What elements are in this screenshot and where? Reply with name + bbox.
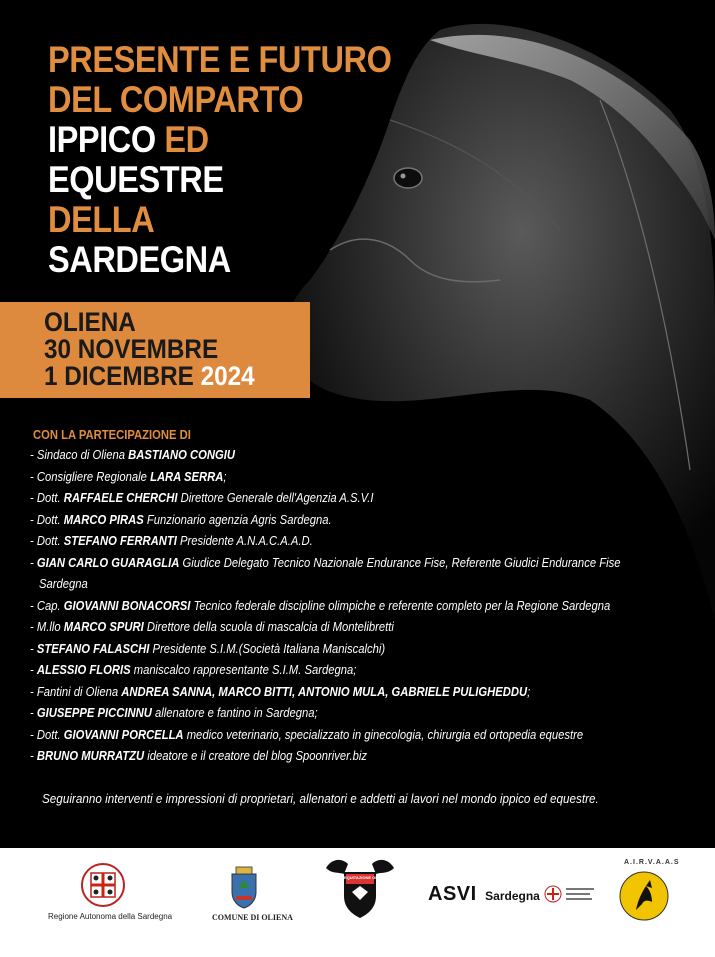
participant-item [30,682,660,704]
participant-name: MARCO SPURI [63,620,144,634]
participant-role-continued: Sardegna [39,577,88,591]
participant-prefix: - Fantini di Oliena [30,684,122,699]
event-date-line [44,363,255,390]
participant-name: BRUNO MURRATZU [36,749,145,763]
participant-name: GIOVANNI PORCELLA [63,727,184,742]
participant-role: Tecnico federale discipline olimpiche e referente completo per la Regione Sardegna [190,598,611,613]
participant-role: Funzionario agenzia Agris Sardegna. [143,512,332,527]
title-line: DELLA [48,199,155,240]
participant-role: ; [527,684,531,699]
participant-role: Direttore Generale dell'Agenzia A.S.V.I [177,491,374,505]
asvi-wordmark: ASVI [428,883,477,905]
participant-item [30,639,660,661]
participants-heading: CON LA PARTECIPAZIONE DI [33,428,191,442]
participant-prefix: - [30,663,37,677]
title-line [48,120,391,160]
participant-name: BASTIANO CONGIU [128,448,236,462]
participant-name: GIUSEPPE PICCINNU [36,706,152,720]
title-line: SARDEGNA [48,239,231,280]
participant-role: Giudice Delegato Tecnico Nazionale Endurance Fise, Referente Giudici Endurance Fise [179,555,621,570]
event-date-line: 30 NOVEMBRE [44,334,219,364]
asvi-crest-icon [544,885,562,903]
participant-item [30,445,660,467]
participant-item [30,660,660,682]
title-line: EQUESTRE [48,159,224,200]
participant-prefix: - Cap. [30,598,64,613]
participant-item [30,746,660,768]
event-year: 2024 [200,361,255,391]
asvi-fine-print [566,886,596,902]
comune-oliena-crest [228,866,260,910]
comune-caption: COMUNE DI OLIENA [212,913,293,922]
participant-name: GIOVANNI BONACORSI [63,598,191,613]
participant-item [30,703,660,725]
participant-item [30,467,660,489]
badge-caption: EQUITAZIONE OLIANESE [344,875,393,880]
participant-role: ; [223,469,227,484]
title-fragment: IPPICO [48,119,165,160]
event-date [44,309,255,390]
participant-name: RAFFAELE CHERCHI [63,491,178,505]
participant-item [30,725,660,747]
participant-role: ideatore e il creatore del blog Spoonriver.biz [144,749,368,763]
participants-list [30,445,660,768]
participant-prefix: - Dott. [30,727,64,742]
participant-prefix: - [30,749,37,763]
participant-name: ALESSIO FLORIS [36,663,131,677]
participant-item [30,617,660,639]
participant-prefix: - Dott. [30,512,64,527]
title-line: DEL COMPARTO [48,79,304,120]
participant-prefix: - [30,555,37,570]
participant-role: maniscalco rappresentante S.I.M. Sardegna; [130,663,357,677]
participant-item [30,510,660,532]
closing-note: Seguiranno interventi e impressioni di proprietari, allenatori e addetti ai lavori nel mondo ippico ed equestre. [42,791,599,806]
poster-title [48,40,391,280]
title-line: PRESENTE E FUTURO [48,39,392,80]
sponsor-logos [0,848,715,938]
participant-name: STEFANO FALASCHI [36,641,150,656]
participant-prefix: - Dott. [30,534,64,548]
participant-prefix: - M.llo [30,620,64,634]
asvi-logo [428,883,540,906]
participant-name: MARCO PIRAS [63,512,144,527]
participant-prefix: - Dott. [30,491,64,505]
participant-prefix: - [30,706,37,720]
participant-item [30,553,660,596]
participant-prefix: - [30,641,37,656]
title-fragment: ED [164,119,209,160]
participant-role: medico veterinario, specializzato in ginecologia, chirurgia ed ortopedia equestre [183,727,584,742]
airvaas-caption: A.I.R.V.A.A.S [624,859,680,866]
participant-prefix: - Consigliere Regionale [30,469,151,484]
participant-role: allenatore e fantino in Sardegna; [151,706,318,720]
event-place: OLIENA [44,307,136,337]
participant-role: Presidente A.N.A.C.A.A.D. [176,534,313,548]
participant-name: LARA SERRA [150,469,224,484]
date-fragment: 1 DICEMBRE [44,361,201,391]
asvi-subtitle: Sardegna [485,889,540,903]
participant-item [30,531,660,553]
participant-name: ANDREA SANNA, MARCO BITTI, ANTONIO MULA, GABRIELE PULIGHEDDU [121,684,528,699]
participant-name: GIAN CARLO GUARAGLIA [36,555,180,570]
regione-sardegna-logo [80,862,126,908]
participant-role: Presidente S.I.M.(Società Italiana Maniscalchi) [149,641,386,656]
regione-caption: Regione Autonoma della Sardegna [48,912,173,921]
participant-role: Direttore della scuola di mascalcia di Montelibretti [143,620,394,634]
participant-name: STEFANO FERRANTI [63,534,177,548]
airvaas-logo [618,870,670,922]
participant-item [30,596,660,618]
equitazione-badge-logo [322,858,398,920]
participant-prefix: - Sindaco di Oliena [30,448,129,462]
participant-item [30,488,660,510]
